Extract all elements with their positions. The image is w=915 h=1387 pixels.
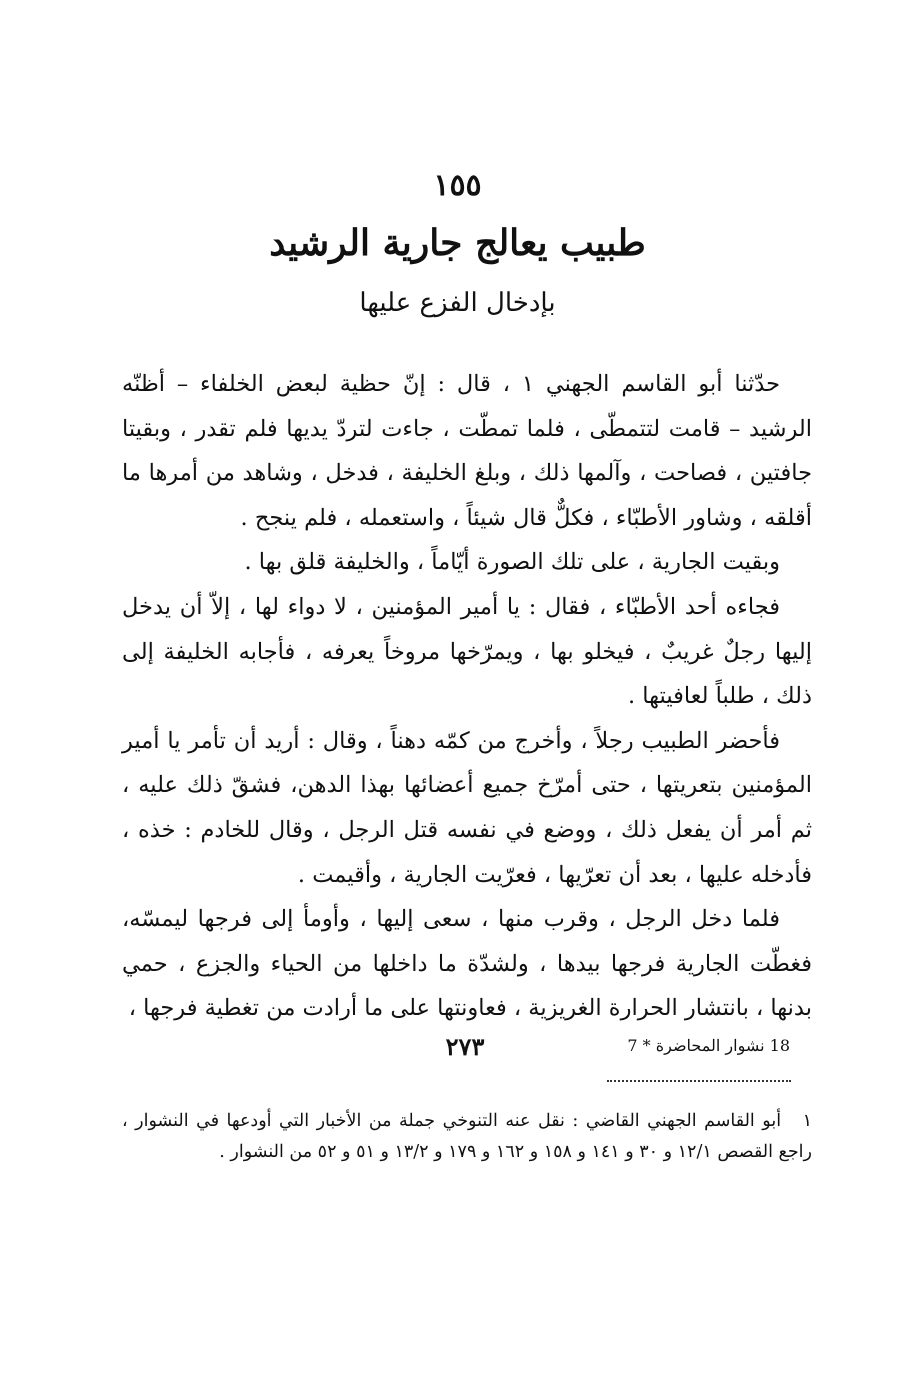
page-number: ٢٧٣: [445, 1032, 485, 1061]
story-title: طبيب يعالج جارية الرشيد: [269, 222, 646, 264]
footnote-divider: [607, 1080, 791, 1082]
signature-line: 18 نشوار المحاضرة * 7: [627, 1036, 790, 1055]
footnote-mark: ١: [802, 1111, 812, 1131]
story-body: [122, 362, 812, 1031]
paragraph: حدّثنا أبو القاسم الجهني ١ ، قال : إنّ حظية لبعض الخلفاء – أظنّه الرشيد – قامت لتتمطّى ، فلما تمطّت ، جاءت لتردّ يديها فلم تقدر ، وبقيتا جافتين ، فصاحت ، وآلمها ذلك ، وبلغ الخليفة ، فدخل ، وشاهد من أمرها ما أقلقه ، وشاور الأطبّاء ، فكلٌّ قال شيئاً ، واستعمله ، فلم ينجح .: [122, 371, 812, 531]
paragraph: فأحضر الطبيب رجلاً ، وأخرج من كمّه دهناً ، وقال : أريد أن تأمر يا أمير المؤمنين بتعريتها ، حتى أمرّخ جميع أعضائها بهذا الدهن، فشقّ ذلك عليه ، ثم أمر أن يفعل ذلك ، ووضع في نفسه قتل الرجل ، وقال للخادم : خذه ، فأدخله عليها ، بعد أن تعرّيها ، فعرّيت الجارية ، وأقيمت .: [122, 727, 812, 888]
footnote: [122, 1106, 812, 1168]
paragraph: فلما دخل الرجل ، وقرب منها ، سعى إليها ، وأومأ إلى فرجها ليمسّه، فغطّت الجارية فرجها بيدها ، ولشدّة ما داخلها من الحياء والجزع ، حمي بدنها ، بانتشار الحرارة الغريزية ، فعاونتها على ما أرادت من تغطية فرجها ،: [122, 906, 812, 1022]
footnote-text: أبو القاسم الجهني القاضي : نقل عنه التنوخي جملة من الأخبار التي أودعها في النشوار ، راجع القصص ١٢/١ و ٣٠ و ١٤١ و ١٥٨ و ١٦٢ و ١٧٩ و ١٣/٢ و ٥١ و ٥٢ من النشوار .: [122, 1111, 812, 1162]
paragraph: وبقيت الجارية ، على تلك الصورة أيّاماً ، والخليفة قلق بها .: [244, 549, 780, 576]
story-subtitle: بإدخال الفزع عليها: [359, 288, 556, 318]
story-number: ١٥٥: [433, 168, 482, 203]
paragraph: فجاءه أحد الأطبّاء ، فقال : يا أمير المؤمنين ، لا دواء لها ، إلاّ أن يدخل إليها رجلٌ غريبٌ ، فيخلو بها ، ويمرّخها مروخاً يعرفه ، فأجابه الخليفة إلى ذلك ، طلباً لعافيتها .: [122, 593, 812, 710]
